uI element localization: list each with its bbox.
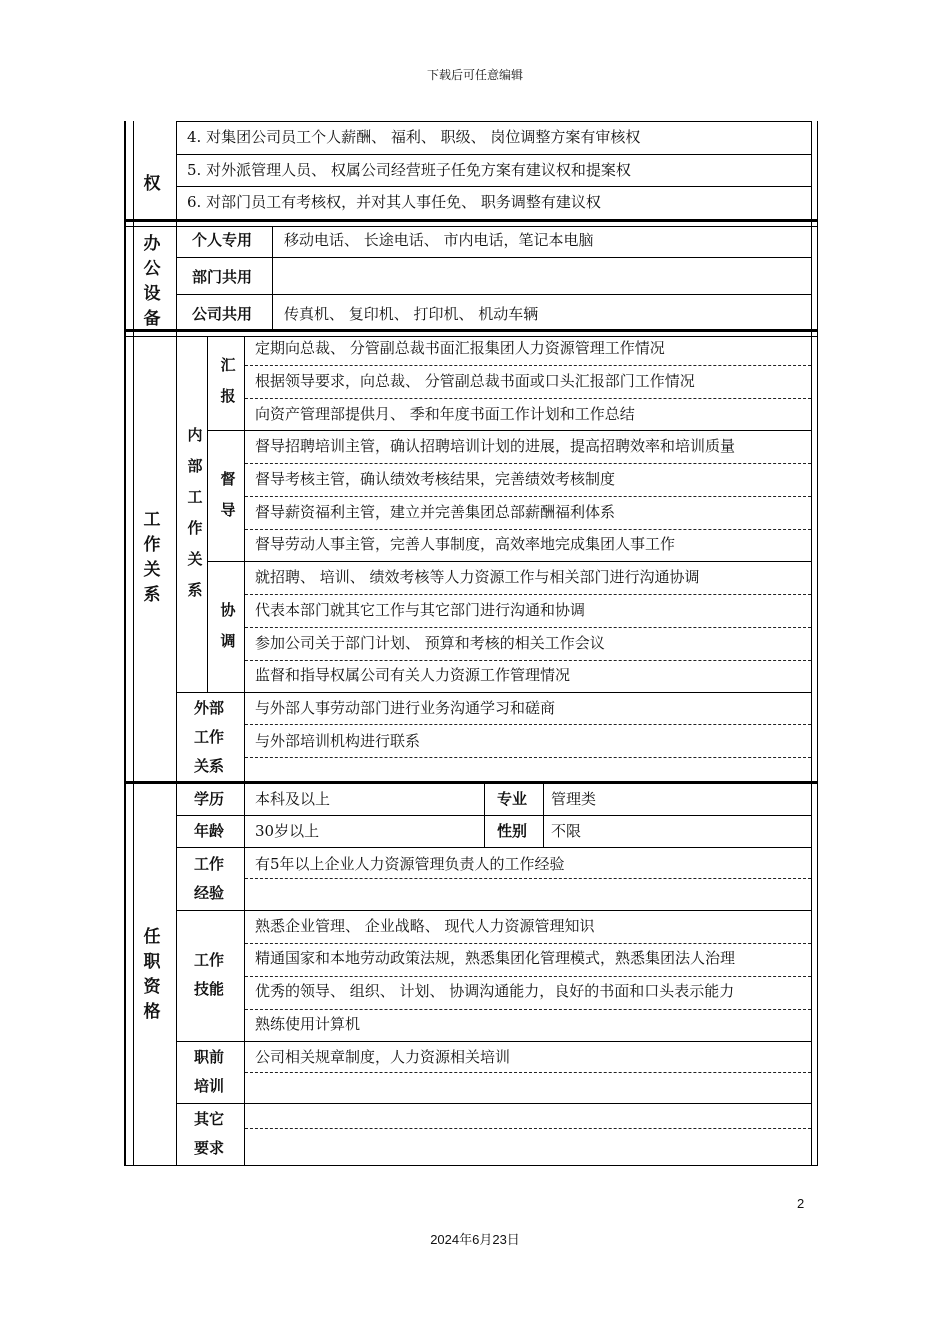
supervise-item: 督导劳动人事主管，完善人事制度，高效率地完成集团人事工作 [255,535,676,553]
page-header: 下载后可任意编辑 [426,68,523,82]
rights-item: 5. 对外派管理人员、 权属公司经营班子任免方案有建议权和提案权 [187,161,631,179]
major-value: 管理类 [551,790,597,808]
training-value: 公司相关规章制度，人力资源相关培训 [255,1048,511,1066]
skills-label: 工作 [194,951,225,969]
supervise-item: 督导薪资福利主管，建立并完善集团总部薪酬福利体系 [255,503,616,521]
page-date: 2024年6月23日 [430,1232,520,1247]
training-label: 职前 [194,1048,225,1066]
experience-label: 经验 [194,884,225,902]
major-label: 专业 [497,790,528,808]
office-row-label: 公司共用 [192,305,253,323]
experience-value: 有5年以上企业人力资源管理负责人的工作经验 [255,855,565,873]
office-row-value: 传真机、 复印机、 打印机、 机动车辆 [284,305,539,323]
gender-label: 性别 [497,822,528,840]
coordinate-item: 监督和指导权属公司有关人力资源工作管理情况 [255,666,571,684]
skills-item: 熟悉企业管理、 企业战略、 现代人力资源管理知识 [255,917,595,935]
experience-label: 工作 [194,855,225,873]
gender-value: 不限 [551,822,582,840]
rights-item: 4. 对集团公司员工个人薪酬、 福利、 职级、 岗位调整方案有审核权 [187,128,641,146]
report-item: 向资产管理部提供月、 季和年度书面工作计划和工作总结 [255,405,635,423]
other-label: 要求 [194,1139,225,1157]
supervise-item: 督导招聘培训主管，确认招聘培训计划的进展，提高招聘效率和培训质量 [255,437,736,455]
rights-label: 权 [143,174,161,194]
coordinate-label: 协 调 [220,601,236,650]
external-item: 与外部人事劳动部门进行业务沟通学习和磋商 [255,699,556,717]
external-label-line: 工作 [194,728,225,746]
coordinate-item: 代表本部门就其它工作与其它部门进行沟通和协调 [255,601,586,619]
qualification-label: 任 职 资 格 [143,927,161,1022]
internal-relations-label: 内 部 工 作 关 系 [187,426,203,599]
training-label: 培训 [194,1077,225,1095]
coordinate-item: 就招聘、 培训、 绩效考核等人力资源工作与相关部门进行沟通协调 [255,568,700,586]
office-label: 办 公 设 备 [143,234,161,329]
report-label: 汇 报 [220,356,236,405]
coordinate-item: 参加公司关于部门计划、 预算和考核的相关工作会议 [255,634,605,652]
external-label-line: 关系 [194,757,225,775]
education-value: 本科及以上 [255,790,331,808]
work-relations-label: 工 作 关 系 [143,510,161,605]
skills-label: 技能 [194,980,225,998]
external-label-line: 外部 [194,699,225,717]
other-label: 其它 [194,1110,225,1128]
office-row-value: 移动电话、 长途电话、 市内电话，笔记本电脑 [284,231,594,249]
skills-item: 精通国家和本地劳动政策法规，熟悉集团化管理模式，熟悉集团法人治理 [255,949,736,967]
report-item: 根据领导要求，向总裁、 分管副总裁书面或口头汇报部门工作情况 [255,372,695,390]
office-row-label: 部门共用 [192,268,253,286]
report-item: 定期向总裁、 分管副总裁书面汇报集团人力资源管理工作情况 [255,339,665,357]
page-number: 2 [797,1196,805,1211]
rights-item: 6. 对部门员工有考核权，并对其人事任免、 职务调整有建议权 [187,193,601,211]
supervise-label: 督 导 [220,470,236,519]
education-label: 学历 [194,790,225,808]
skills-item: 熟练使用计算机 [255,1015,361,1033]
age-label: 年龄 [194,822,225,840]
office-row-label: 个人专用 [192,231,253,249]
age-value: 30岁以上 [255,822,320,840]
supervise-item: 督导考核主管，确认绩效考核结果，完善绩效考核制度 [255,470,616,488]
skills-item: 优秀的领导、 组织、 计划、 协调沟通能力，良好的书面和口头表示能力 [255,982,735,1000]
external-item: 与外部培训机构进行联系 [255,732,421,750]
